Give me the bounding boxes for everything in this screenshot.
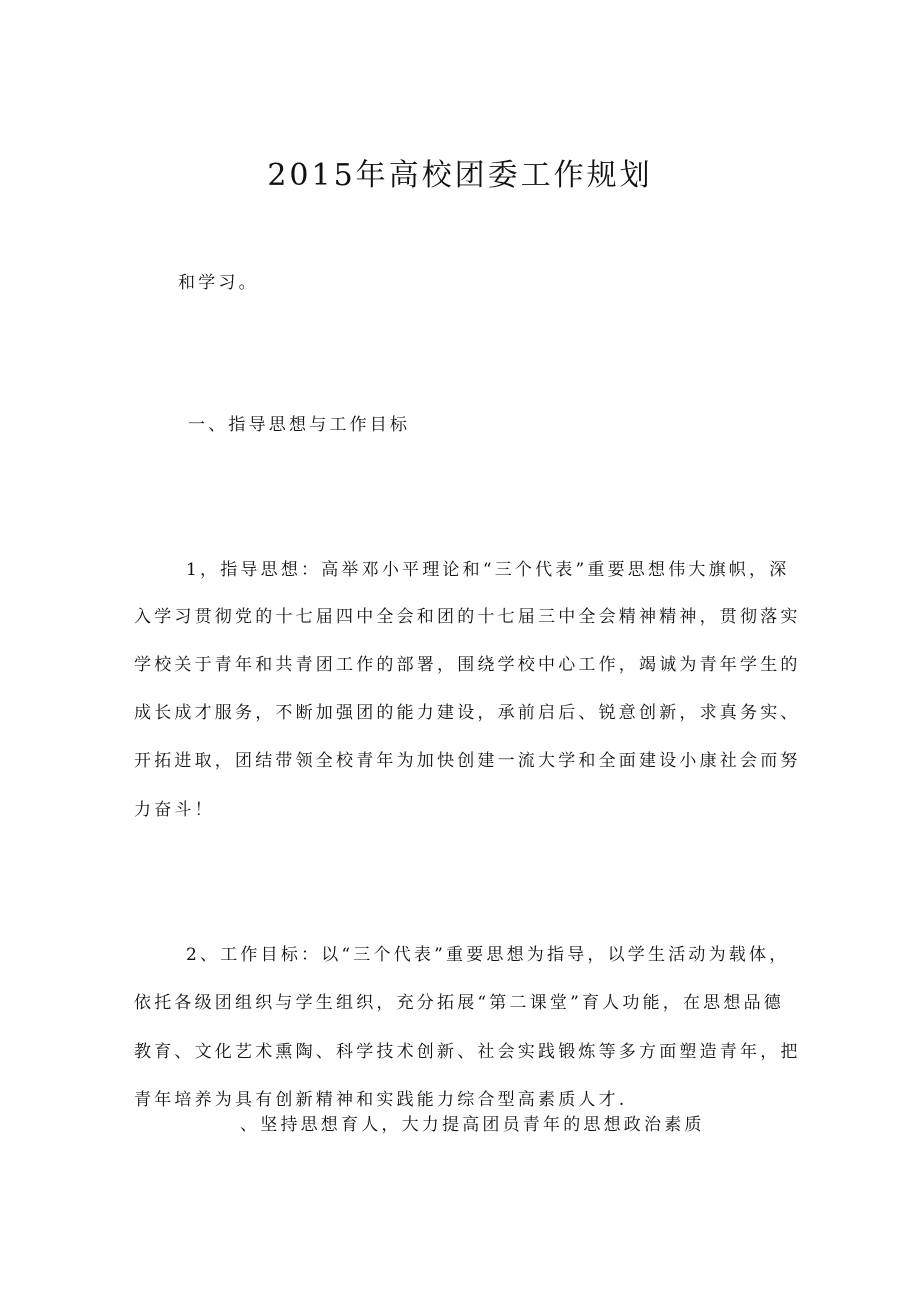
paragraph-line: 入学习贯彻党的十七届四中全会和团的十七届三中全会精神精神，贯彻落实 — [134, 607, 801, 627]
paragraph-line: 力奋斗！ — [134, 800, 215, 820]
paragraph-line: 学校关于青年和共青团工作的部署，围绕学校中心工作，竭诚为青年学生的 — [134, 655, 801, 675]
fragment-text: 和学习。 — [178, 273, 259, 293]
paragraph-line: 青年培养为具有创新精神和实践能力综合型高素质人才. — [134, 1090, 628, 1110]
paragraph-line: 开拓进取，团结带领全校青年为加快创建一流大学和全面建设小康社会而努 — [134, 751, 801, 771]
paragraph-line: 1，指导思想：高举邓小平理论和“三个代表”重要思想伟大旗帜，深 — [186, 560, 790, 580]
paragraph-line: 依托各级团组织与学生组织，充分拓展“第二课堂”育人功能，在思想品德 — [134, 993, 784, 1013]
subheading-text: 、坚持思想育人，大力提高团员青年的思想政治素质 — [240, 1115, 705, 1135]
paragraph-line: 2、工作目标：以“三个代表”重要思想为指导，以学生活动为载体， — [186, 945, 790, 965]
document-title: 2015年高校团委工作规划 — [267, 158, 653, 193]
paragraph-line: 教育、文化艺术熏陶、科学技术创新、社会实践锻炼等多方面塑造青年，把 — [134, 1042, 801, 1062]
section-heading: 一、指导思想与工作目标 — [188, 415, 411, 435]
paragraph-line: 成长成才服务，不断加强团的能力建设，承前启后、锐意创新，求真务实、 — [134, 703, 801, 723]
